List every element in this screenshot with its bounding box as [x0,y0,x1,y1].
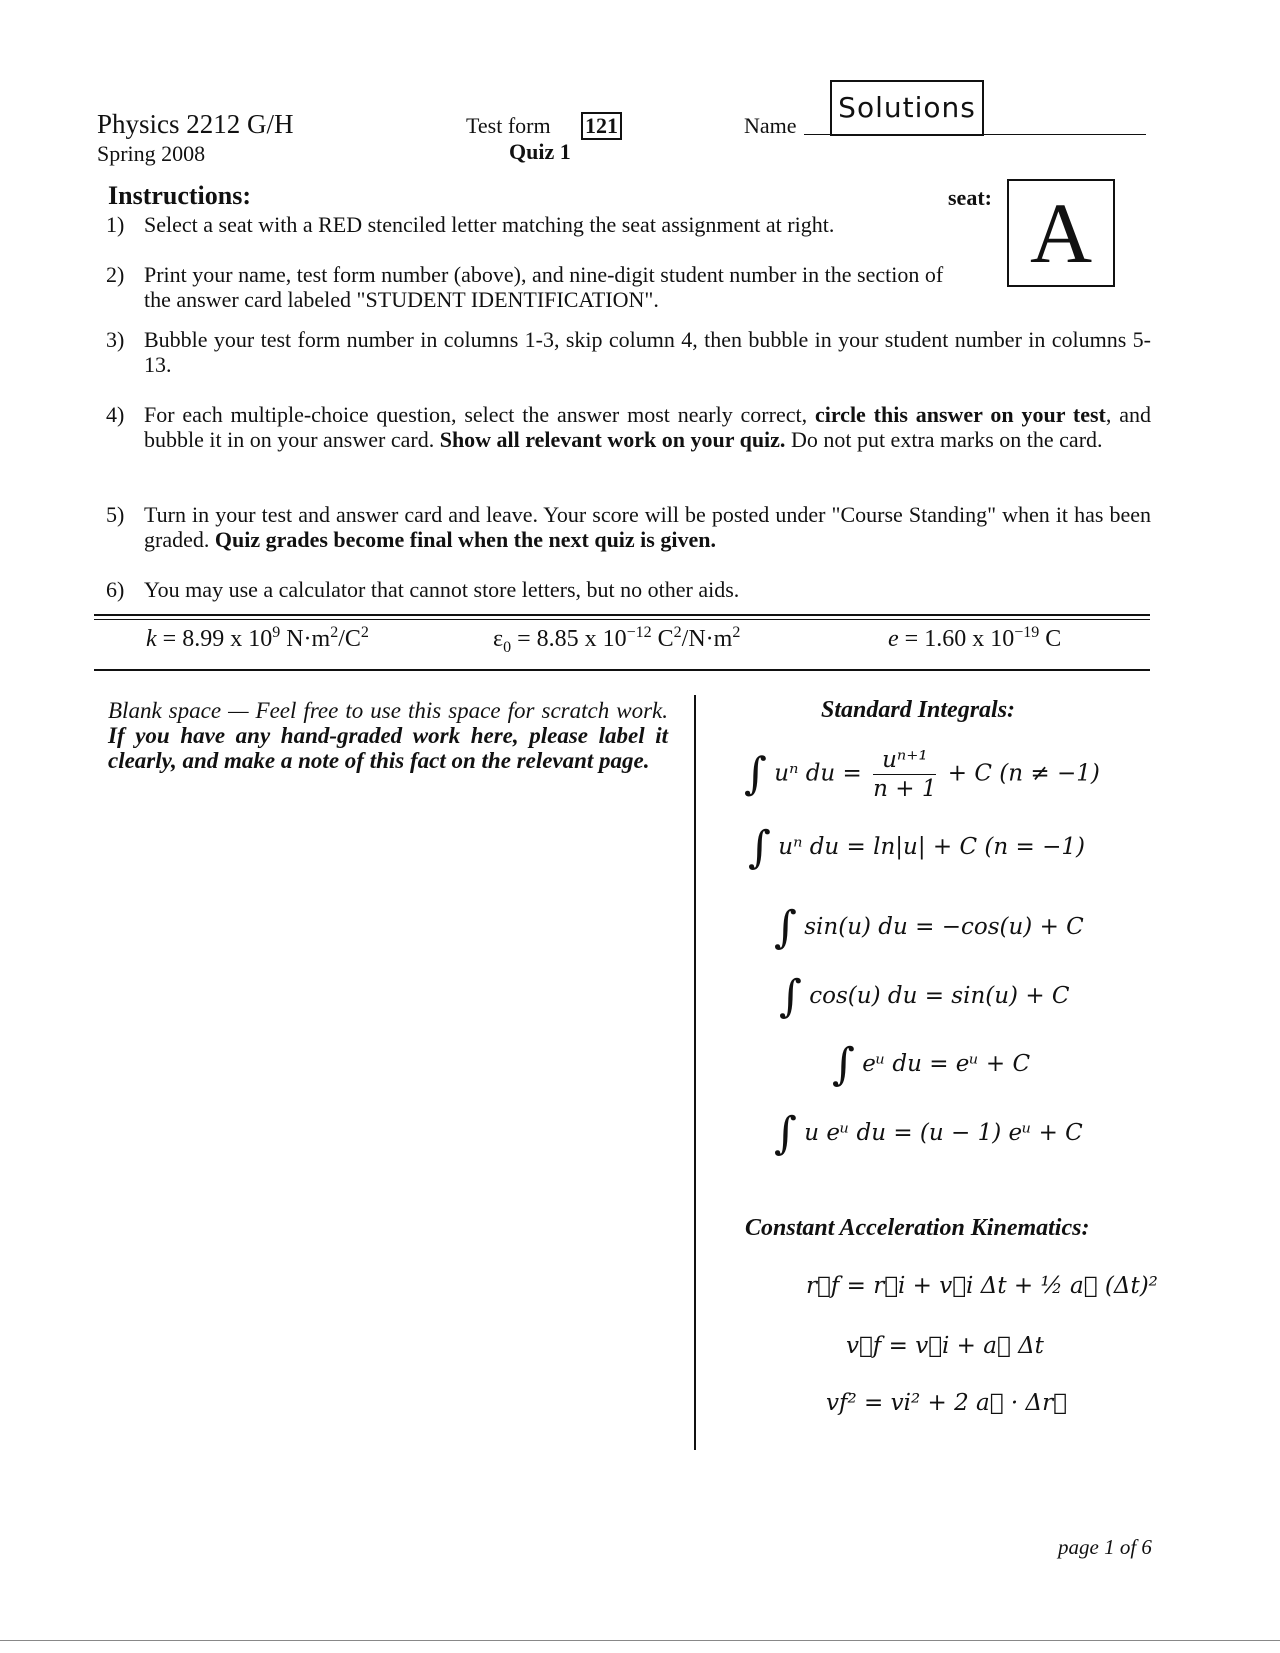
column-divider [694,695,696,1450]
page-number: page 1 of 6 [1058,1535,1152,1559]
constant-epsilon0: $\varepsilon_0 = 8.85$ x $10^{-12}$ $C^2/N\cdot m^2$ [493,624,741,656]
kinematics-velocity: v⃗f = v⃗i + a⃗ Δt [846,1333,1044,1359]
instruction-6: 6) You may use a calculator that cannot store letters, but no other aids. [106,577,740,602]
integral-sign: ∫ [774,1108,797,1159]
test-form-number: 121 [581,112,622,140]
integral-sin: ∫ sin(u) du = −cos(u) + C [774,902,1084,953]
integrals-title: Standard Integrals: [821,697,1016,723]
test-form-label: Test form [466,113,551,138]
integral-sign: ∫ [748,822,771,873]
integral-sign: ∫ [832,1039,855,1090]
constant-e: e = 1.60 x $10^{-19}$ C [888,624,1062,652]
integral-u-exp: ∫ u eᵘ du = (u − 1) eᵘ + C [774,1108,1083,1159]
integral-sign: ∫ [744,748,767,800]
instruction-1: 1) Select a seat with a RED stenciled letter matching the seat assignment at right. [106,212,835,237]
seat-letter: A [1007,179,1115,287]
scratch-note: Blank space — Feel free to use this space for scratch work. If you have any hand-graded work here, please label it clearly, and make a note of this fact on the relevant page. [108,698,668,773]
name-handwritten: Solutions [830,80,984,136]
integral-sign: ∫ [774,902,797,953]
instructions-title: Instructions: [108,181,252,210]
term: Spring 2008 [97,141,206,166]
name-label: Name [744,113,797,138]
instruction-5: 5) Turn in your test and answer card and leave. Your score will be posted under "Course Standing" when it has been graded. Quiz grades become final when the next quiz is given. [106,502,1151,552]
integral-exp: ∫ eᵘ du = eᵘ + C [832,1039,1031,1090]
instruction-3: 3) Bubble your test form number in columns 1-3, skip column 4, then bubble in your student number in columns 5-13. [106,327,1151,377]
seat-label: seat: [948,185,992,210]
page-bottom-edge [0,1640,1280,1641]
instruction-4: 4) For each multiple-choice question, select the answer most nearly correct, circle this answer on your test, and bubble it in on your answer card. Show all relevant work on your quiz. Do not put extra marks on the card. [106,402,1151,452]
constant-k: k = 8.99 x $10^9$ $N\cdot m^2/C^2$ [146,624,369,652]
integral-cos: ∫ cos(u) du = sin(u) + C [779,971,1070,1022]
instruction-2: 2) Print your name, test form number (above), and nine-digit student number in the section of the answer card labeled "STUDENT IDENTIFICATION". [106,262,944,312]
integral-log-rule: ∫ uⁿ du = ln|u| + C (n = −1) [748,822,1085,873]
kinematics-title: Constant Acceleration Kinematics: [745,1215,1090,1241]
quiz-label: Quiz 1 [509,139,571,164]
kinematics-position: r⃗f = r⃗i + v⃗i Δt + ½ a⃗ (Δt)² [806,1273,1158,1299]
course-title: Physics 2212 G/H [97,109,294,139]
constants-bottom-rule [94,669,1150,671]
constants-top-rule [94,614,1150,616]
integral-sign: ∫ [779,971,802,1022]
constants-top-rule-2 [94,619,1150,620]
kinematics-velocity-squared: vf² = vi² + 2 a⃗ · Δr⃗ [826,1390,1067,1416]
integral-power-rule: ∫ uⁿ du = $\frac{\text{uⁿ⁺¹}}{n + 1}$ + C (n ≠ −1) [744,747,1100,802]
